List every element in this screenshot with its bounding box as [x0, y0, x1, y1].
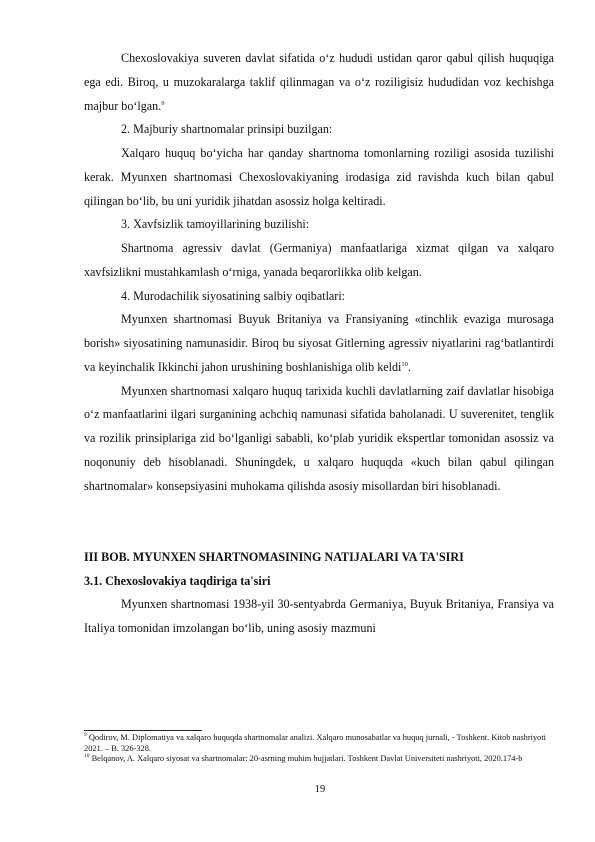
list-item-heading: 3. Xavfsizlik tamoyillarining buzilishi:: [121, 217, 310, 232]
footnote-divider: [84, 730, 202, 731]
footnote: $^{10}$ Belqanov, A. Xalqaro siyosat va shartnomalar: 20-asrning muhim hujjatlari. Toshkent Davlat Universiteti nashriyoti, 2020.174-b: [84, 753, 523, 764]
section-title: 3.1. Chexoslovakiya taqdiriga ta'siri: [84, 573, 271, 588]
list-item-heading: 2. Majburiy shartnomalar prinsipi buzilgan:: [121, 122, 333, 137]
page-number: 19: [314, 784, 326, 795]
paragraph: Myunxen shartnomasi xalqaro huquq tarixida kuchli davlatlarning zaif davlatlar hisobiga o‘z manfaatlarini ilgari surganining achchiq namunasi sifatida baholanadi. U suverenitet, tenglik va rozilik prinsiplariga zid bo‘lganligi sababli, ko‘plab yuridik ekspertlar tomonidan asossiz va noqonuniy deb hisoblanadi. Shuningdek, u xalqaro huquqda «kuch bilan qabul qilingan shartnomalar» konsepsiyasini muhokama qilishda asosiy misollardan biri hisoblanadi.: [84, 383, 554, 493]
footnotes: [84, 733, 554, 765]
chapter-title: III BOB. MYUNXEN SHARTNOMASINING NATIJALARI VA TA'SIRI: [84, 549, 464, 564]
paragraph: Myunxen shartnomasi 1938-yil 30-sentyabrda Germaniya, Buyuk Britaniya, Fransiya va Italiya tomonidan imzolangan bo‘lib, uning asosiy mazmuni: [84, 597, 554, 635]
list-item-heading: 4. Murodachilik siyosatining salbiy oqibatlari:: [121, 288, 346, 303]
footnote-ref[interactable]: 10: [401, 360, 408, 368]
footnote-ref[interactable]: 9: [161, 99, 165, 107]
paragraph: Xalqaro huquq bo‘yicha har qanday shartnoma tomonlarning roziligi asosida tuzilishi kerak. Myunxen shartnomasi Chexoslovakiyaning irodasiga zid ravishda kuch bilan qabul qilingan bo‘lib, bu uni yuridik jihatdan asossiz holga keltiradi.: [84, 146, 554, 208]
paragraph: Chexoslovakiya suveren davlat sifatida o‘z hududi ustidan qaror qabul qilish huquqiga ega edi. Biroq, u muzokaralarga taklif qilinmagan va o‘z roziligisiz hududidan voz kechishga majbur bo‘lgan.$^9$: [84, 51, 554, 113]
main-text: [84, 47, 554, 641]
paragraph: Shartnoma agressiv davlat (Germaniya) manfaatlariga xizmat qilgan va xalqaro xavfsizlikni mustahkamlash o‘rniga, yanada beqarorlikka olib kelgan.: [84, 241, 554, 279]
paragraph: Myunxen shartnomasi Buyuk Britaniya va Fransiyaning «tinchlik evaziga murosaga borish» siyosatining namunasidir. Biroq bu siyosat Gitlerning agressiv niyatlarini rag‘batlantirdi va keyinchalik Ikkinchi jahon urushining boshlanishiga olib keldi$^{10}$.: [84, 312, 554, 374]
footnote: $^9$ Qodirov, M. Diplomatiya va xalqaro huquqda shartnomalar analizi. Xalqaro munosabatlar va huquq jurnali, - Toshkent. Kitob nashriyoti 2021. – B. 326-328.: [84, 732, 546, 753]
